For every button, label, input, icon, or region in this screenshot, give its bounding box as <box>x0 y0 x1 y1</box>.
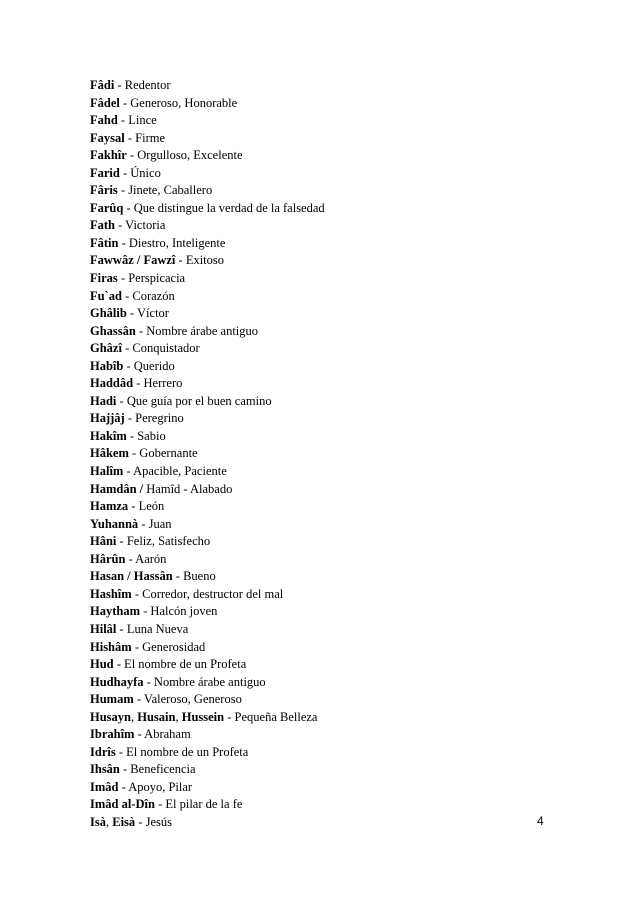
name-meaning: - Feliz, Satisfecho <box>116 534 211 549</box>
name-term: Hashîm <box>90 586 132 601</box>
name-term: Farid <box>90 165 120 180</box>
list-item <box>90 200 325 218</box>
name-term: Ghâlib <box>90 306 127 321</box>
list-item <box>90 551 325 569</box>
name-term: Hamdân / <box>90 481 144 496</box>
name-meaning: - Diestro, Inteligente <box>118 235 226 250</box>
list-item <box>90 691 325 709</box>
name-meaning: - Único <box>119 165 161 180</box>
name-meaning: - Nombre árabe antiguo <box>143 674 266 689</box>
name-meaning: - Lince <box>117 113 157 128</box>
name-meaning: - Victoria <box>115 218 166 233</box>
name-list <box>90 77 325 832</box>
name-term: Hadi <box>90 393 117 408</box>
name-term: Fâdel <box>90 95 120 110</box>
list-item <box>90 639 325 657</box>
name-term: Isà <box>90 814 106 829</box>
name-meaning: - Jinete, Caballero <box>117 183 213 198</box>
list-item <box>90 305 325 323</box>
list-item <box>90 568 325 586</box>
name-meaning: - Corredor, destructor del mal <box>131 586 284 601</box>
name-term: Fâdi <box>90 78 115 92</box>
name-term: Hishâm <box>90 639 132 654</box>
name-meaning: - El nombre de un Profeta <box>113 657 247 672</box>
name-meaning: - Redentor <box>114 78 171 92</box>
list-item <box>90 288 325 306</box>
list-item <box>90 498 325 516</box>
list-item <box>90 796 325 814</box>
name-meaning: - Que guía por el buen camino <box>116 393 272 408</box>
name-meaning: - Que distingue la verdad de la falsedad <box>123 200 325 215</box>
name-meaning: - Exitoso <box>175 253 225 268</box>
name-term: Eisà <box>112 814 136 829</box>
list-item <box>90 481 325 499</box>
name-meaning: - Aarón <box>125 551 167 566</box>
name-term: Imâd al-Dîn <box>90 797 155 812</box>
list-item <box>90 165 325 183</box>
name-meaning: - Peregrino <box>124 411 184 426</box>
name-meaning: - Querido <box>123 358 175 373</box>
name-term: Ibrahîm <box>90 727 135 742</box>
name-meaning: - Generoso, Honorable <box>119 95 238 110</box>
name-meaning: - Víctor <box>126 306 169 321</box>
list-item <box>90 270 325 288</box>
list-item <box>90 375 325 393</box>
list-item <box>90 77 325 95</box>
name-meaning: , <box>131 709 138 724</box>
list-item <box>90 393 325 411</box>
list-item <box>90 656 325 674</box>
name-term: Faysal <box>90 130 125 145</box>
list-item <box>90 709 325 727</box>
name-meaning: - Juan <box>138 516 172 531</box>
list-item <box>90 603 325 621</box>
name-meaning: - Corazón <box>121 288 175 303</box>
name-term: Fakhîr <box>90 148 127 163</box>
list-item <box>90 358 325 376</box>
list-item <box>90 674 325 692</box>
list-item <box>90 112 325 130</box>
name-term: Fath <box>90 218 115 233</box>
name-meaning: - Gobernante <box>128 446 198 461</box>
list-item <box>90 586 325 604</box>
name-term: Halîm <box>90 464 124 479</box>
name-term: Hilâl <box>90 621 117 636</box>
list-item <box>90 726 325 744</box>
list-item <box>90 95 325 113</box>
name-term: Hajjâj <box>90 411 125 426</box>
name-term: Fahd <box>90 113 118 128</box>
name-term: Fawwâz / Fawzî <box>90 253 176 268</box>
list-item <box>90 445 325 463</box>
list-item <box>90 147 325 165</box>
name-term: Humam <box>90 692 134 707</box>
name-meaning: - Bueno <box>172 569 216 584</box>
name-meaning: , <box>175 709 182 724</box>
name-term: Haddâd <box>90 376 134 391</box>
name-meaning: - Firme <box>124 130 166 145</box>
name-term: Hakîm <box>90 428 127 443</box>
name-meaning: - El pilar de la fe <box>154 797 243 812</box>
name-meaning: - Perspicacia <box>117 271 186 286</box>
name-meaning: - Herrero <box>133 376 183 391</box>
name-meaning: - Luna Nueva <box>116 621 189 636</box>
name-meaning: - Halcón joven <box>140 604 218 619</box>
name-meaning: - Conquistador <box>121 341 200 356</box>
name-term: Farûq <box>90 200 124 215</box>
name-meaning: - Sabio <box>126 428 166 443</box>
name-term: Yuhannà <box>90 516 139 531</box>
list-item <box>90 235 325 253</box>
name-meaning: - Apoyo, Pilar <box>118 779 193 794</box>
name-meaning: - Jesús <box>135 814 172 829</box>
list-item <box>90 744 325 762</box>
name-term: Ghassân <box>90 323 136 338</box>
name-term: Ghâzî <box>90 341 122 356</box>
name-term: Hârûn <box>90 551 126 566</box>
list-item <box>90 516 325 534</box>
list-item <box>90 533 325 551</box>
name-term: Fâtin <box>90 235 119 250</box>
name-meaning: - Beneficencia <box>119 762 196 777</box>
name-meaning: - Apacible, Paciente <box>123 464 227 479</box>
page-number: 4 <box>537 814 544 828</box>
list-item <box>90 410 325 428</box>
name-term: Firas <box>90 271 118 286</box>
name-meaning: - Generosidad <box>131 639 206 654</box>
name-term: Husayn <box>90 709 131 724</box>
list-item <box>90 814 325 832</box>
list-item <box>90 252 325 270</box>
name-term: Imâd <box>90 779 119 794</box>
name-term: Hâkem <box>90 446 129 461</box>
list-item <box>90 621 325 639</box>
name-meaning: - Valeroso, Generoso <box>133 692 242 707</box>
name-term: Hud <box>90 657 114 672</box>
name-meaning: - León <box>128 499 165 514</box>
name-meaning: - El nombre de un Profeta <box>115 744 249 759</box>
name-meaning: Hamîd - Alabado <box>143 481 233 496</box>
name-meaning: - Pequeña Belleza <box>224 709 318 724</box>
list-item <box>90 779 325 797</box>
list-item <box>90 761 325 779</box>
name-term: Idrîs <box>90 744 116 759</box>
list-item <box>90 463 325 481</box>
name-meaning: , <box>105 814 113 829</box>
name-term: Habîb <box>90 358 124 373</box>
list-item <box>90 340 325 358</box>
name-term: Hudhayfa <box>90 674 144 689</box>
list-item <box>90 428 325 446</box>
name-meaning: - Orgulloso, Excelente <box>126 148 243 163</box>
name-meaning: - Nombre árabe antiguo <box>135 323 259 338</box>
list-item <box>90 323 325 341</box>
list-item <box>90 130 325 148</box>
name-term: Hussein <box>181 709 225 724</box>
name-term: Fu`ad <box>90 288 122 303</box>
name-term: Haytham <box>90 604 140 619</box>
list-item <box>90 217 325 235</box>
name-term: Hâni <box>90 534 117 549</box>
name-term: Husain <box>137 709 176 724</box>
name-meaning: - Abraham <box>134 727 191 742</box>
name-term: Ihsân <box>90 762 120 777</box>
name-term: Hamza <box>90 499 129 514</box>
name-term: Fâris <box>90 183 118 198</box>
name-term: Hasan / Hassân <box>90 569 173 584</box>
list-item <box>90 182 325 200</box>
